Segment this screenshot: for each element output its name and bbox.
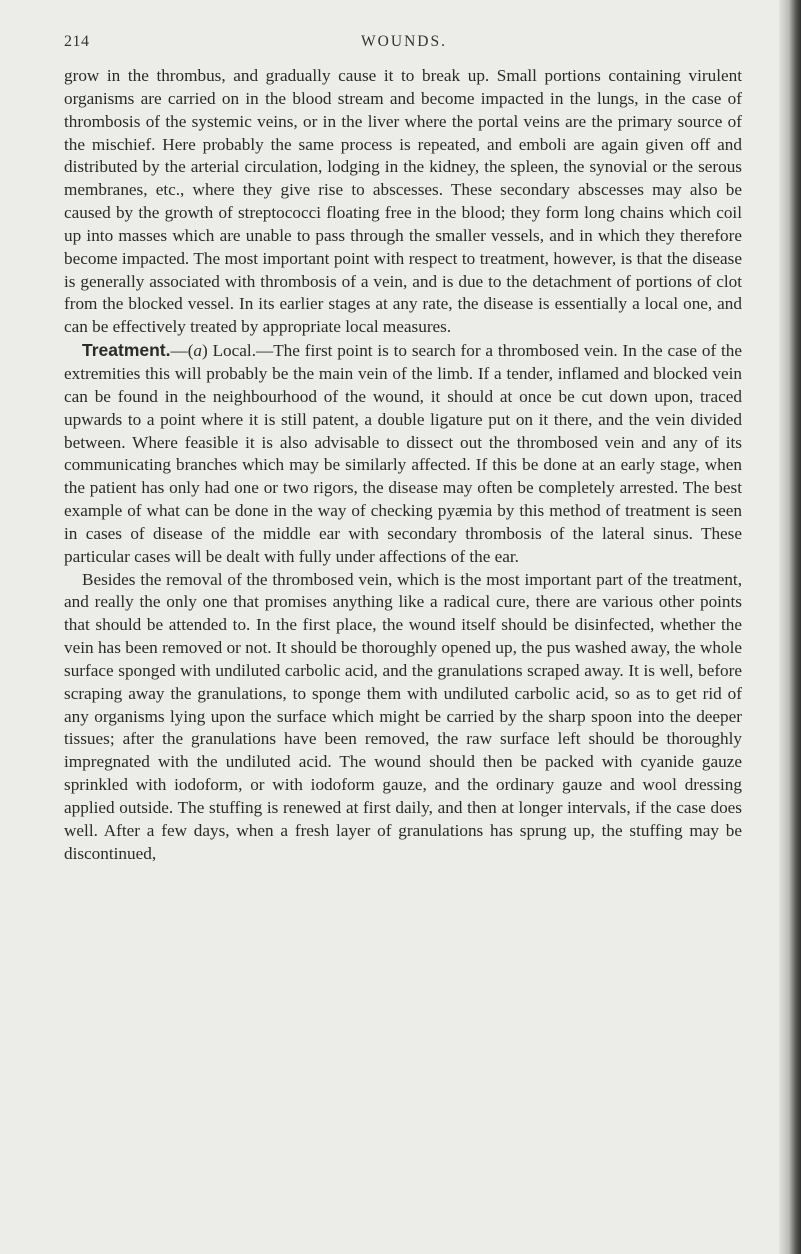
treatment-dash: —( bbox=[170, 341, 194, 361]
body-text bbox=[64, 65, 742, 866]
treatment-letter: a bbox=[193, 341, 203, 361]
page-number: 214 bbox=[64, 33, 90, 50]
paragraph-2 bbox=[64, 339, 742, 568]
paragraph-1: grow in the thrombus, and gradually cause it to break up. Small portions containing virulent organisms are carried on in the blood stream and become impacted in the lungs, in the case of thrombosis of the systemic veins, or in the liver where the portal veins are the primary source of the mischief. Here probably the same process is repeated, and emboli are again given off and distributed by the arterial circulation, lodging in the kidney, the spleen, the synovial or the serous membranes, etc., where they give rise to abscesses. These secondary abscesses may also be caused by the growth of streptococci floating free in the blood; they form long chains which coil up into masses which are unable to pass through the smaller vessels, and in which they therefore become impacted. The most important point with respect to treatment, however, is that the disease is generally associated with thrombosis of a vein, and is due to the detachment of portions of clot from the blocked vessel. In its earlier stages at any rate, the disease is essentially a local one, and can be effectively treated by appropriate local measures. bbox=[64, 66, 742, 337]
subheading-local: Local. bbox=[212, 341, 256, 361]
page-edge-shadow bbox=[779, 0, 801, 1254]
section-heading-treatment: Treatment. bbox=[82, 340, 171, 361]
running-title: WOUNDS. bbox=[361, 33, 447, 50]
paragraph-2-text: —The first point is to search for a thrombosed vein. In the case of the extremities this will probably be the main vein of the limb. If a tender, inflamed and blocked vein can be found in the neighbourhood of the wound, it should at once be cut down upon, traced upwards to a point where it is still patent, a double ligature put on it there, and the vein divided between. Where feasible it is also advisable to dissect out the thrombosed vein and any of its communicating branches which may be similarly affected. If this be done at an early stage, when the patient has only had one or two rigors, the disease may often be completely arrested. The best example of what can be done in the way of checking pyæmia by this method of treatment is seen in cases of disease of the middle ear with secondary thrombosis of the lateral sinus. These particular cases will be dealt with fully under affections of the ear. bbox=[64, 341, 742, 566]
treatment-close: ) bbox=[202, 341, 213, 361]
paragraph-3: Besides the removal of the thrombosed vein, which is the most important part of the treatment, and really the only one that promises anything like a radical cure, there are various other points that should be attended to. In the first place, the wound itself should be disinfected, whether the vein has been removed or not. It should be thoroughly opened up, the pus washed away, the whole surface sponged with undiluted carbolic acid, and the granulations scraped away. It is well, before scraping away the granulations, to sponge them with undiluted carbolic acid, so as to get rid of any organisms lying upon the surface which might be carried by the sharp spoon into the deeper tissues; after the granulations have been removed, the raw surface left should be thoroughly impregnated with the undiluted acid. The wound should then be packed with cyanide gauze sprinkled with iodoform, or with iodoform gauze, and the ordinary gauze and wool dressing applied outside. The stuffing is renewed at first daily, and then at longer intervals, if the case does well. After a few days, when a fresh layer of granulations has sprung up, the stuffing may be discontinued, bbox=[64, 569, 742, 863]
page-header bbox=[64, 33, 744, 57]
